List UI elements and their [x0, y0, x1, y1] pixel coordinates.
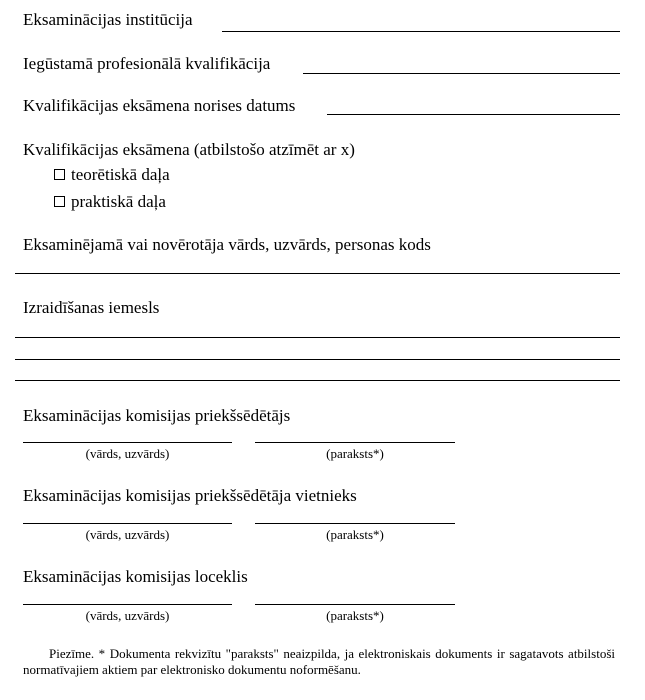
exam-date-input-line[interactable] [327, 114, 620, 115]
footnote-prefix: Piezīme. [49, 646, 95, 661]
vice-chair-name-line[interactable] [23, 523, 232, 524]
theory-checkbox[interactable] [54, 169, 65, 180]
vice-chair-label: Eksaminācijas komisijas priekšsēdētāja vietnieks [23, 486, 357, 505]
vice-chair-signature-caption: (paraksts*) [326, 527, 384, 542]
member-name-line[interactable] [23, 604, 232, 605]
chair-signature-line[interactable] [255, 442, 455, 443]
practical-label: praktiskā daļa [71, 192, 166, 211]
member-signature-caption: (paraksts*) [326, 608, 384, 623]
exam-part-practical[interactable] [54, 192, 166, 212]
exam-date-label: Kvalifikācijas eksāmena norises datums [23, 96, 296, 115]
footnote-text: * Dokumenta rekvizītu "paraksts" neaizpilda, ja elektroniskais dokuments ir sagatavots atbilstoši normatīvajiem aktiem par elektronisko dokumentu noformēšanu. [23, 646, 615, 677]
removal-reason-label: Izraidīšanas iemesls [23, 298, 160, 317]
member-name-caption: (vārds, uzvārds) [85, 608, 170, 623]
qualification-label: Iegūstamā profesionālā kvalifikācija [23, 54, 271, 73]
examinee-input-line[interactable] [15, 273, 620, 274]
exam-parts-title: Kvalifikācijas eksāmena (atbilstošo atzīmēt ar x) [23, 140, 355, 159]
exam-part-theory[interactable] [54, 165, 170, 185]
practical-checkbox[interactable] [54, 196, 65, 207]
removal-reason-line-3[interactable] [15, 380, 620, 381]
institution-label: Eksaminācijas institūcija [23, 10, 193, 29]
chair-label: Eksaminācijas komisijas priekšsēdētājs [23, 406, 291, 425]
qualification-input-line[interactable] [303, 73, 620, 74]
member-label: Eksaminācijas komisijas loceklis [23, 567, 248, 586]
chair-signature-caption: (paraksts*) [326, 446, 384, 461]
removal-reason-line-1[interactable] [15, 337, 620, 338]
theory-label: teorētiskā daļa [71, 165, 170, 184]
vice-chair-name-caption: (vārds, uzvārds) [85, 527, 170, 542]
institution-input-line[interactable] [222, 31, 620, 32]
examinee-label: Eksaminējamā vai novērotāja vārds, uzvārds, personas kods [23, 235, 431, 254]
removal-reason-line-2[interactable] [15, 359, 620, 360]
chair-name-line[interactable] [23, 442, 232, 443]
vice-chair-signature-line[interactable] [255, 523, 455, 524]
member-signature-line[interactable] [255, 604, 455, 605]
footnote [23, 646, 615, 678]
chair-name-caption: (vārds, uzvārds) [85, 446, 170, 461]
